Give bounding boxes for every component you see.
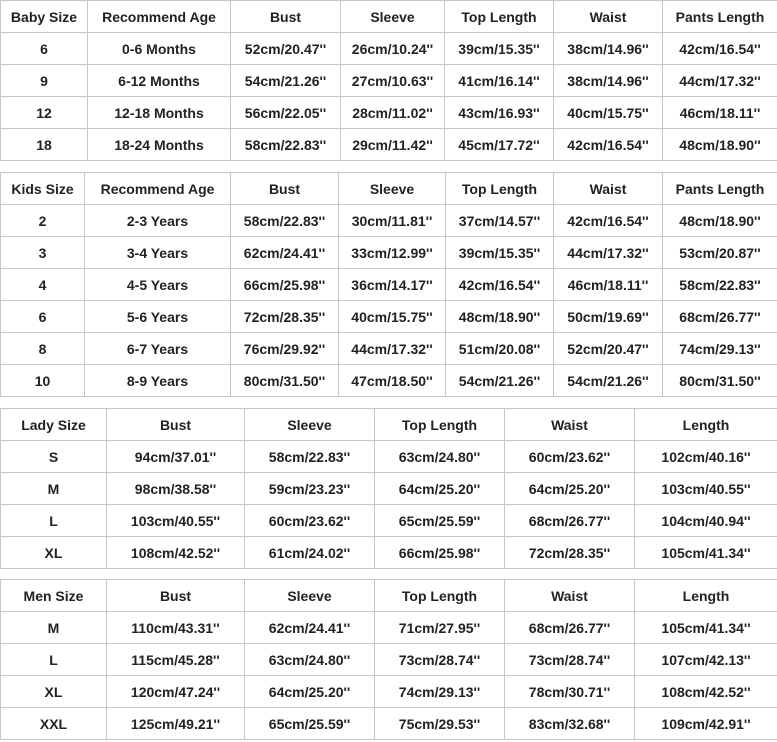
table-cell: 54cm/21.26'' bbox=[231, 65, 341, 97]
size-cell: M bbox=[1, 473, 107, 505]
column-header: Bust bbox=[107, 409, 245, 441]
column-header: Lady Size bbox=[1, 409, 107, 441]
size-cell: L bbox=[1, 644, 107, 676]
column-header: Top Length bbox=[445, 1, 554, 33]
table-cell: 68cm/26.77'' bbox=[505, 505, 635, 537]
column-header: Men Size bbox=[1, 580, 107, 612]
table-cell: 37cm/14.57'' bbox=[446, 205, 554, 237]
table-cell: 64cm/25.20'' bbox=[505, 473, 635, 505]
men-header-row bbox=[1, 580, 777, 612]
table-row bbox=[1, 505, 777, 537]
table-cell: 48cm/18.90'' bbox=[446, 301, 554, 333]
table-cell: 74cm/29.13'' bbox=[663, 333, 777, 365]
table-cell: 78cm/30.71'' bbox=[505, 676, 635, 708]
column-header: Sleeve bbox=[245, 409, 375, 441]
table-cell: 66cm/25.98'' bbox=[231, 269, 339, 301]
lady-size-table bbox=[0, 408, 777, 569]
table-row bbox=[1, 537, 777, 569]
table-cell: 38cm/14.96'' bbox=[554, 65, 663, 97]
size-cell: 2 bbox=[1, 205, 85, 237]
table-cell: 105cm/41.34'' bbox=[635, 537, 777, 569]
size-cell: 18 bbox=[1, 129, 88, 161]
column-header: Waist bbox=[554, 173, 663, 205]
table-cell: 45cm/17.72'' bbox=[445, 129, 554, 161]
table-cell: 62cm/24.41'' bbox=[245, 612, 375, 644]
baby-size-table bbox=[0, 0, 777, 161]
table-cell: 18-24 Months bbox=[88, 129, 231, 161]
table-cell: 103cm/40.55'' bbox=[107, 505, 245, 537]
table-cell: 54cm/21.26'' bbox=[446, 365, 554, 397]
table-cell: 83cm/32.68'' bbox=[505, 708, 635, 740]
table-cell: 12-18 Months bbox=[88, 97, 231, 129]
table-row bbox=[1, 237, 777, 269]
baby-header-row bbox=[1, 1, 777, 33]
table-cell: 58cm/22.83'' bbox=[231, 129, 341, 161]
table-cell: 60cm/23.62'' bbox=[245, 505, 375, 537]
table-cell: 48cm/18.90'' bbox=[663, 129, 777, 161]
table-row bbox=[1, 205, 777, 237]
size-cell: 6 bbox=[1, 301, 85, 333]
table-row bbox=[1, 441, 777, 473]
table-cell: 43cm/16.93'' bbox=[445, 97, 554, 129]
table-cell: 60cm/23.62'' bbox=[505, 441, 635, 473]
size-cell: S bbox=[1, 441, 107, 473]
table-cell: 44cm/17.32'' bbox=[663, 65, 777, 97]
table-cell: 8-9 Years bbox=[85, 365, 231, 397]
table-row bbox=[1, 612, 777, 644]
column-header: Recommend Age bbox=[85, 173, 231, 205]
size-cell: L bbox=[1, 505, 107, 537]
size-cell: XL bbox=[1, 676, 107, 708]
table-cell: 110cm/43.31'' bbox=[107, 612, 245, 644]
size-cell: 4 bbox=[1, 269, 85, 301]
table-cell: 42cm/16.54'' bbox=[446, 269, 554, 301]
table-row bbox=[1, 644, 777, 676]
table-cell: 27cm/10.63'' bbox=[341, 65, 445, 97]
table-cell: 72cm/28.35'' bbox=[505, 537, 635, 569]
table-cell: 66cm/25.98'' bbox=[375, 537, 505, 569]
column-header: Sleeve bbox=[341, 1, 445, 33]
table-cell: 6-7 Years bbox=[85, 333, 231, 365]
table-cell: 42cm/16.54'' bbox=[554, 129, 663, 161]
table-cell: 4-5 Years bbox=[85, 269, 231, 301]
table-cell: 65cm/25.59'' bbox=[245, 708, 375, 740]
table-cell: 58cm/22.83'' bbox=[245, 441, 375, 473]
table-cell: 68cm/26.77'' bbox=[663, 301, 777, 333]
table-cell: 98cm/38.58'' bbox=[107, 473, 245, 505]
column-header: Top Length bbox=[446, 173, 554, 205]
table-cell: 44cm/17.32'' bbox=[339, 333, 446, 365]
table-cell: 68cm/26.77'' bbox=[505, 612, 635, 644]
table-row bbox=[1, 676, 777, 708]
table-cell: 52cm/20.47'' bbox=[231, 33, 341, 65]
table-cell: 61cm/24.02'' bbox=[245, 537, 375, 569]
table-row bbox=[1, 473, 777, 505]
size-cell: 3 bbox=[1, 237, 85, 269]
table-cell: 41cm/16.14'' bbox=[445, 65, 554, 97]
size-cell: 6 bbox=[1, 33, 88, 65]
column-header: Bust bbox=[107, 580, 245, 612]
table-cell: 108cm/42.52'' bbox=[107, 537, 245, 569]
table-cell: 72cm/28.35'' bbox=[231, 301, 339, 333]
table-cell: 50cm/19.69'' bbox=[554, 301, 663, 333]
column-header: Pants Length bbox=[663, 173, 777, 205]
table-cell: 62cm/24.41'' bbox=[231, 237, 339, 269]
table-cell: 103cm/40.55'' bbox=[635, 473, 777, 505]
table-cell: 56cm/22.05'' bbox=[231, 97, 341, 129]
table-cell: 94cm/37.01'' bbox=[107, 441, 245, 473]
table-cell: 40cm/15.75'' bbox=[554, 97, 663, 129]
table-cell: 28cm/11.02'' bbox=[341, 97, 445, 129]
table-row bbox=[1, 33, 777, 65]
size-cell: XL bbox=[1, 537, 107, 569]
table-cell: 73cm/28.74'' bbox=[375, 644, 505, 676]
size-cell: 12 bbox=[1, 97, 88, 129]
column-header: Length bbox=[635, 580, 777, 612]
table-cell: 58cm/22.83'' bbox=[663, 269, 777, 301]
table-cell: 76cm/29.92'' bbox=[231, 333, 339, 365]
table-cell: 42cm/16.54'' bbox=[663, 33, 777, 65]
table-cell: 33cm/12.99'' bbox=[339, 237, 446, 269]
size-cell: 10 bbox=[1, 365, 85, 397]
table-cell: 80cm/31.50'' bbox=[231, 365, 339, 397]
table-cell: 46cm/18.11'' bbox=[663, 97, 777, 129]
table-cell: 71cm/27.95'' bbox=[375, 612, 505, 644]
table-cell: 48cm/18.90'' bbox=[663, 205, 777, 237]
table-cell: 115cm/45.28'' bbox=[107, 644, 245, 676]
table-cell: 38cm/14.96'' bbox=[554, 33, 663, 65]
table-row bbox=[1, 365, 777, 397]
table-cell: 0-6 Months bbox=[88, 33, 231, 65]
table-row bbox=[1, 269, 777, 301]
table-cell: 40cm/15.75'' bbox=[339, 301, 446, 333]
kids-header-row bbox=[1, 173, 777, 205]
table-row bbox=[1, 301, 777, 333]
table-row bbox=[1, 65, 777, 97]
size-cell: M bbox=[1, 612, 107, 644]
table-cell: 102cm/40.16'' bbox=[635, 441, 777, 473]
column-header: Bust bbox=[231, 1, 341, 33]
table-row bbox=[1, 333, 777, 365]
table-cell: 47cm/18.50'' bbox=[339, 365, 446, 397]
table-cell: 52cm/20.47'' bbox=[554, 333, 663, 365]
table-cell: 63cm/24.80'' bbox=[245, 644, 375, 676]
table-cell: 109cm/42.91'' bbox=[635, 708, 777, 740]
lady-header-row bbox=[1, 409, 777, 441]
table-cell: 39cm/15.35'' bbox=[445, 33, 554, 65]
column-header: Recommend Age bbox=[88, 1, 231, 33]
column-header: Waist bbox=[554, 1, 663, 33]
table-cell: 64cm/25.20'' bbox=[245, 676, 375, 708]
column-header: Pants Length bbox=[663, 1, 777, 33]
table-cell: 58cm/22.83'' bbox=[231, 205, 339, 237]
table-cell: 75cm/29.53'' bbox=[375, 708, 505, 740]
table-cell: 120cm/47.24'' bbox=[107, 676, 245, 708]
column-header: Top Length bbox=[375, 580, 505, 612]
column-header: Baby Size bbox=[1, 1, 88, 33]
table-cell: 39cm/15.35'' bbox=[446, 237, 554, 269]
table-cell: 125cm/49.21'' bbox=[107, 708, 245, 740]
column-header: Sleeve bbox=[339, 173, 446, 205]
table-cell: 59cm/23.23'' bbox=[245, 473, 375, 505]
table-row bbox=[1, 708, 777, 740]
table-cell: 42cm/16.54'' bbox=[554, 205, 663, 237]
table-row bbox=[1, 97, 777, 129]
table-row bbox=[1, 129, 777, 161]
column-header: Top Length bbox=[375, 409, 505, 441]
table-cell: 44cm/17.32'' bbox=[554, 237, 663, 269]
table-cell: 3-4 Years bbox=[85, 237, 231, 269]
table-cell: 29cm/11.42'' bbox=[341, 129, 445, 161]
column-header: Kids Size bbox=[1, 173, 85, 205]
table-cell: 73cm/28.74'' bbox=[505, 644, 635, 676]
table-cell: 26cm/10.24'' bbox=[341, 33, 445, 65]
table-cell: 108cm/42.52'' bbox=[635, 676, 777, 708]
table-cell: 80cm/31.50'' bbox=[663, 365, 777, 397]
table-cell: 46cm/18.11'' bbox=[554, 269, 663, 301]
size-cell: XXL bbox=[1, 708, 107, 740]
table-cell: 104cm/40.94'' bbox=[635, 505, 777, 537]
table-cell: 53cm/20.87'' bbox=[663, 237, 777, 269]
table-cell: 5-6 Years bbox=[85, 301, 231, 333]
column-header: Waist bbox=[505, 580, 635, 612]
column-header: Sleeve bbox=[245, 580, 375, 612]
table-cell: 54cm/21.26'' bbox=[554, 365, 663, 397]
men-size-table bbox=[0, 579, 777, 740]
table-cell: 107cm/42.13'' bbox=[635, 644, 777, 676]
size-cell: 8 bbox=[1, 333, 85, 365]
table-cell: 65cm/25.59'' bbox=[375, 505, 505, 537]
table-cell: 105cm/41.34'' bbox=[635, 612, 777, 644]
size-cell: 9 bbox=[1, 65, 88, 97]
column-header: Bust bbox=[231, 173, 339, 205]
kids-size-table bbox=[0, 172, 777, 397]
table-cell: 64cm/25.20'' bbox=[375, 473, 505, 505]
table-cell: 6-12 Months bbox=[88, 65, 231, 97]
table-cell: 63cm/24.80'' bbox=[375, 441, 505, 473]
table-cell: 36cm/14.17'' bbox=[339, 269, 446, 301]
table-cell: 2-3 Years bbox=[85, 205, 231, 237]
table-cell: 51cm/20.08'' bbox=[446, 333, 554, 365]
table-cell: 30cm/11.81'' bbox=[339, 205, 446, 237]
table-cell: 74cm/29.13'' bbox=[375, 676, 505, 708]
column-header: Length bbox=[635, 409, 777, 441]
column-header: Waist bbox=[505, 409, 635, 441]
